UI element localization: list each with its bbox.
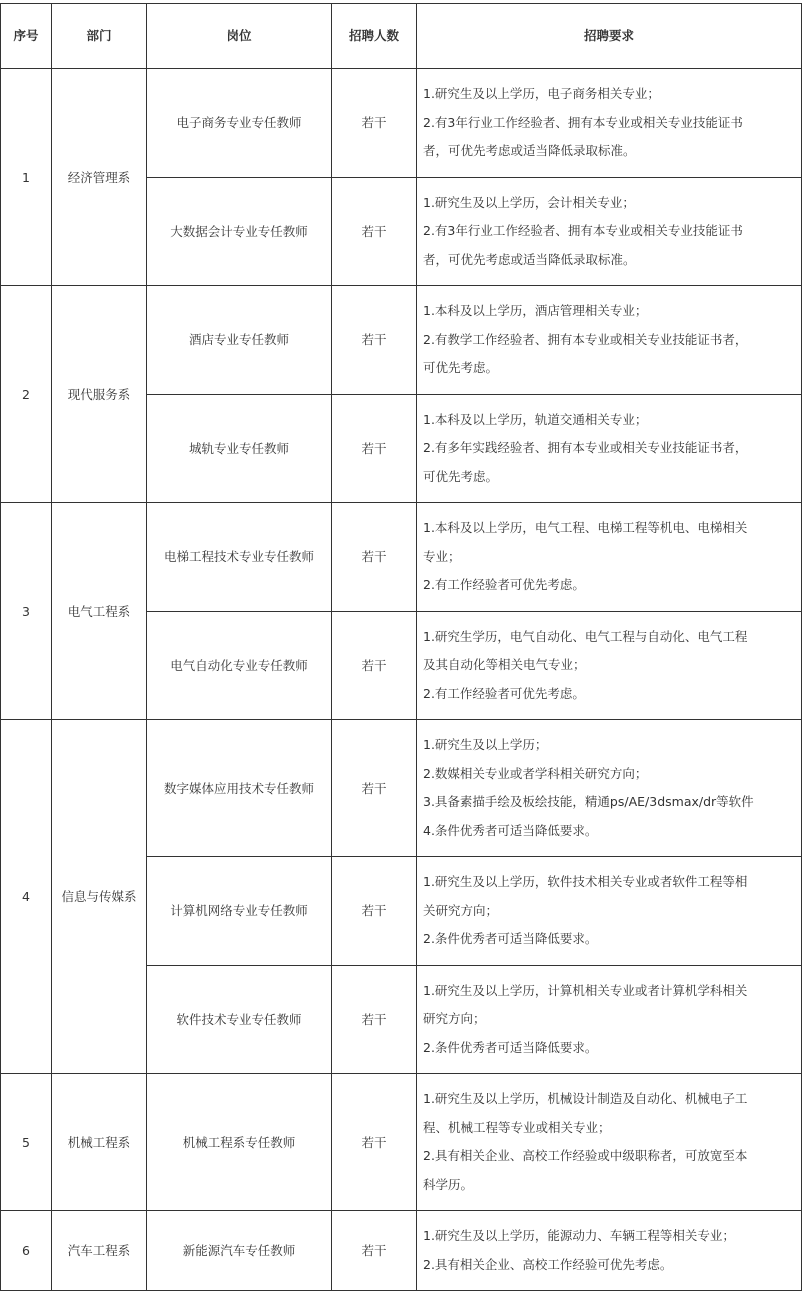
hire-count: 若干 xyxy=(332,611,417,720)
requirements-cell xyxy=(417,965,802,1074)
requirements-cell xyxy=(417,1211,802,1291)
requirement-line: 2.有工作经验者可优先考虑。 xyxy=(423,577,585,592)
row-number: 5 xyxy=(1,1074,52,1211)
requirements-cell xyxy=(417,720,802,857)
requirement-line: 关研究方向； xyxy=(423,902,499,918)
requirements-cell xyxy=(417,1074,802,1211)
header-no: 序号 xyxy=(1,4,52,69)
requirement-line: 2.条件优秀者可适当降低要求。 xyxy=(423,931,598,946)
position-title: 电梯工程技术专业专任教师 xyxy=(147,503,332,612)
requirement-line: 1.研究生及以上学历，机械设计制造及自动化、机械电子工 xyxy=(423,1091,748,1106)
requirement-line: 1.本科及以上学历，酒店管理相关专业； xyxy=(423,303,648,318)
requirements-cell xyxy=(417,177,802,286)
hire-count: 若干 xyxy=(332,720,417,857)
requirement-line: 1.研究生及以上学历，电子商务相关专业； xyxy=(423,86,660,101)
requirement-line: 可优先考虑。 xyxy=(423,468,499,484)
requirement-line: 2.条件优秀者可适当降低要求。 xyxy=(423,1039,598,1055)
requirement-line: 1.研究生及以上学历； xyxy=(423,737,548,752)
requirement-line: 可优先考虑。 xyxy=(423,360,499,375)
table-row xyxy=(1,69,802,178)
table-row xyxy=(1,503,802,612)
table-row xyxy=(1,720,802,857)
requirement-line: 研究方向； xyxy=(423,1011,486,1026)
hire-count: 若干 xyxy=(332,1074,417,1211)
position-title: 城轨专业专任教师 xyxy=(147,394,332,503)
hire-count: 若干 xyxy=(332,857,417,966)
department-cell: 电气工程系 xyxy=(52,503,147,720)
requirement-line: 者，可优先考虑或适当降低录取标准。 xyxy=(423,251,636,267)
position-title: 电气自动化专业专任教师 xyxy=(147,611,332,720)
requirement-line: 4.条件优秀者可适当降低要求。 xyxy=(423,822,598,838)
requirement-line: 1.研究生及以上学历，计算机相关专业或者计算机学科相关 xyxy=(423,982,748,998)
department-cell: 经济管理系 xyxy=(52,69,147,286)
position-title: 酒店专业专任教师 xyxy=(147,286,332,395)
requirement-line: 及其自动化等相关电气专业； xyxy=(423,657,586,672)
department-cell: 汽车工程系 xyxy=(52,1211,147,1291)
requirement-line: 1.研究生及以上学历，软件技术相关专业或者软件工程等相 xyxy=(423,874,748,889)
requirement-line: 1.研究生及以上学历，会计相关专业； xyxy=(423,194,635,210)
hire-count: 若干 xyxy=(332,69,417,178)
hire-count: 若干 xyxy=(332,965,417,1074)
department-cell: 机械工程系 xyxy=(52,1074,147,1211)
position-title: 数字媒体应用技术专任教师 xyxy=(147,720,332,857)
row-number: 6 xyxy=(1,1211,52,1291)
recruitment-table xyxy=(0,3,802,1291)
requirements-cell xyxy=(417,394,802,503)
position-title: 大数据会计专业专任教师 xyxy=(147,177,332,286)
requirement-line: 1.本科及以上学历，轨道交通相关专业； xyxy=(423,411,648,427)
position-title: 计算机网络专业专任教师 xyxy=(147,857,332,966)
hire-count: 若干 xyxy=(332,1211,417,1291)
requirement-line: 者，可优先考虑或适当降低录取标准。 xyxy=(423,143,636,158)
requirement-line: 1.本科及以上学历，电气工程、电梯工程等机电、电梯相关 xyxy=(423,520,748,535)
position-title: 新能源汽车专任教师 xyxy=(147,1211,332,1291)
requirement-line: 1.研究生及以上学历，能源动力、车辆工程等相关专业； xyxy=(423,1228,735,1243)
requirements-cell xyxy=(417,69,802,178)
requirement-line: 3.具备素描手绘及板绘技能，精通ps/AE/3dsmax/dr等软件 xyxy=(423,794,754,809)
requirement-line: 1.研究生学历，电气自动化、电气工程与自动化、电气工程 xyxy=(423,628,748,644)
requirement-line: 2.有多年实践经验者、拥有本专业或相关专业技能证书者， xyxy=(423,440,748,455)
requirement-line: 专业； xyxy=(423,548,461,564)
table-row xyxy=(1,286,802,395)
requirements-cell xyxy=(417,857,802,966)
department-cell: 现代服务系 xyxy=(52,286,147,503)
requirements-cell xyxy=(417,503,802,612)
table-header-row xyxy=(1,4,802,69)
row-number: 2 xyxy=(1,286,52,503)
requirement-line: 2.具有相关企业、高校工作经验或中级职称者，可放宽至本 xyxy=(423,1148,748,1163)
hire-count: 若干 xyxy=(332,394,417,503)
requirement-line: 2.有3年行业工作经验者、拥有本专业或相关专业技能证书 xyxy=(423,114,743,130)
table-body xyxy=(1,69,802,1291)
hire-count: 若干 xyxy=(332,286,417,395)
header-position: 岗位 xyxy=(147,4,332,69)
header-count: 招聘人数 xyxy=(332,4,417,69)
header-requirements: 招聘要求 xyxy=(417,4,802,69)
requirements-cell xyxy=(417,286,802,395)
requirement-line: 2.有3年行业工作经验者、拥有本专业或相关专业技能证书 xyxy=(423,223,743,238)
position-title: 电子商务专业专任教师 xyxy=(147,69,332,178)
requirement-line: 2.数媒相关专业或者学科相关研究方向； xyxy=(423,765,648,781)
department-cell: 信息与传媒系 xyxy=(52,720,147,1074)
row-number: 4 xyxy=(1,720,52,1074)
requirement-line: 2.有工作经验者可优先考虑。 xyxy=(423,685,585,701)
requirements-cell xyxy=(417,611,802,720)
table-row xyxy=(1,1211,802,1291)
position-title: 机械工程系专任教师 xyxy=(147,1074,332,1211)
requirement-line: 程、机械工程等专业或相关专业； xyxy=(423,1119,611,1135)
hire-count: 若干 xyxy=(332,503,417,612)
position-title: 软件技术专业专任教师 xyxy=(147,965,332,1074)
requirement-line: 2.具有相关企业、高校工作经验可优先考虑。 xyxy=(423,1256,673,1272)
table-row xyxy=(1,1074,802,1211)
requirement-line: 2.有教学工作经验者、拥有本专业或相关专业技能证书者， xyxy=(423,331,748,347)
requirement-line: 科学历。 xyxy=(423,1176,474,1192)
row-number: 3 xyxy=(1,503,52,720)
hire-count: 若干 xyxy=(332,177,417,286)
header-dept: 部门 xyxy=(52,4,147,69)
row-number: 1 xyxy=(1,69,52,286)
